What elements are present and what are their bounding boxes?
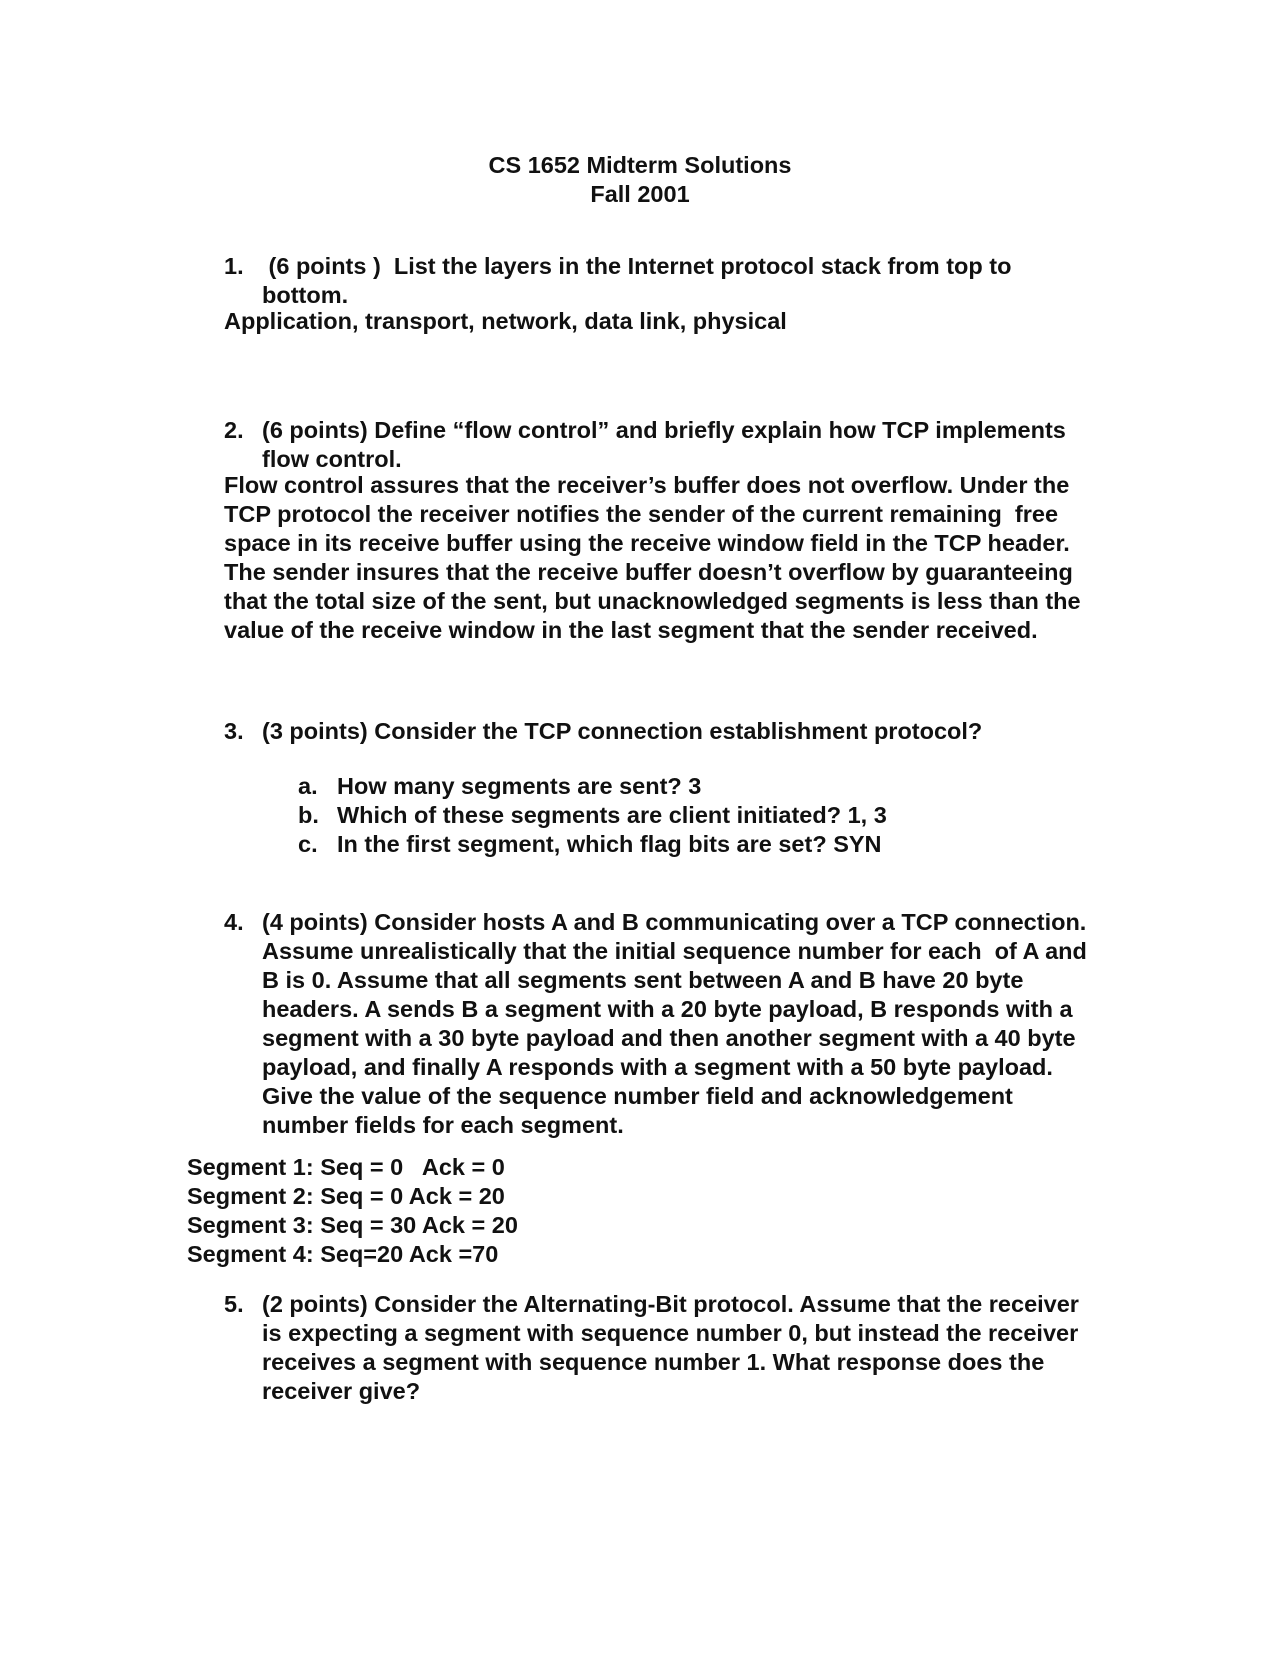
document-title [0, 151, 1280, 209]
answer-2: Flow control assures that the receiver’s buffer does not overflow. Under the TCP protocol the receiver notifies the sender of the current remaining free space in its receive buffer using the receive window field in the TCP header. The sender insures that the receive buffer doesn’t overflow by guaranteeing that the total size of the sent, but unacknowledged segments is less than the value of the receive window in the last segment that the sender received. [224, 472, 1088, 643]
question-4 [224, 908, 1094, 1140]
item-text: How many segments are sent? 3 [337, 773, 702, 799]
list-item [298, 830, 1098, 859]
item-text: In the first segment, which flag bits are set? SYN [337, 831, 882, 857]
list-item [298, 801, 1098, 830]
question-text: (3 points) Consider the TCP connection establishment protocol? [262, 718, 983, 744]
question-number: 4. [224, 909, 244, 935]
question-3 [224, 717, 1094, 746]
question-text: (6 points ) List the layers in the Internet protocol stack from top to bottom. [262, 253, 1018, 308]
question-number: 3. [224, 718, 244, 744]
segment-line: Segment 4: Seq=20 Ack =70 [187, 1241, 499, 1267]
question-number: 5. [224, 1291, 244, 1317]
segment-answers [187, 1153, 887, 1269]
segment-line: Segment 2: Seq = 0 Ack = 20 [187, 1183, 505, 1209]
list-item [298, 772, 1098, 801]
item-letter: b. [298, 802, 319, 828]
title-line-1: CS 1652 Midterm Solutions [488, 152, 792, 178]
question-text: (6 points) Define “flow control” and briefly explain how TCP implements flow control. [262, 417, 1073, 472]
question-1 [224, 252, 1094, 310]
item-letter: a. [298, 773, 318, 799]
item-text: Which of these segments are client initiated? 1, 3 [337, 802, 887, 828]
question-text: (4 points) Consider hosts A and B communicating over a TCP connection. Assume unrealistically that the initial sequence number for each of A and B is 0. Assume that all segments sent between A and B have 20 byte headers. A sends B a segment with a 20 byte payload, B responds with a segment with a 30 byte payload and then another segment with a 40 byte payload, and finally A responds with a segment with a 50 byte payload. Give the value of the sequence number field and acknowledgement number fields for each segment. [262, 909, 1094, 1138]
question-2 [224, 416, 1094, 474]
question-number: 2. [224, 417, 244, 443]
question-3-subitems [298, 772, 1098, 859]
title-line-2: Fall 2001 [590, 181, 690, 207]
question-number: 1. [224, 253, 244, 279]
question-text: (2 points) Consider the Alternating-Bit protocol. Assume that the receiver is expecting a segment with sequence number 0, but instead the receiver receives a segment with sequence number 1. What response does the receiver give? [262, 1291, 1086, 1404]
item-letter: c. [298, 831, 318, 857]
segment-line: Segment 1: Seq = 0 Ack = 0 [187, 1154, 505, 1180]
segment-line: Segment 3: Seq = 30 Ack = 20 [187, 1212, 518, 1238]
answer-1: Application, transport, network, data link, physical [224, 308, 787, 334]
question-5 [224, 1290, 1094, 1406]
